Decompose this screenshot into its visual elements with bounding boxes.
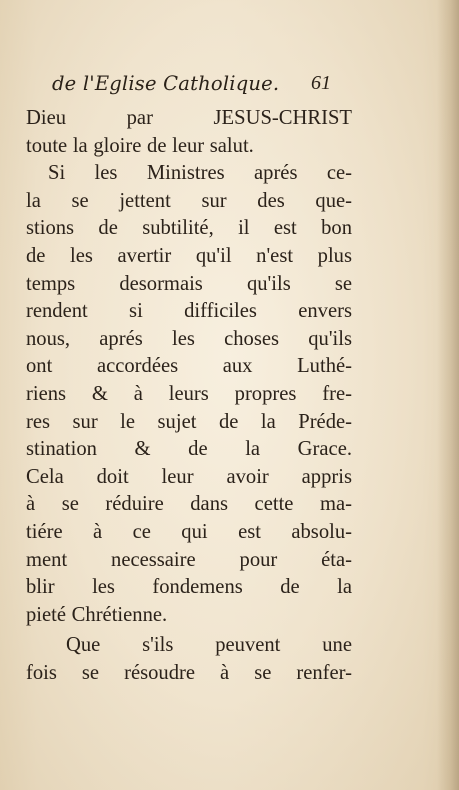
text-line: toute la gloire de leur salut. [26,134,254,157]
text-line: Cela doit leur avoir appris [26,465,352,488]
text-line: Dieu par JESUS-CHRIST [26,107,352,129]
text-line: stination & de la Grace. [26,438,352,461]
page-number: 61 [311,72,331,94]
text-line: stions de subtilité, il est bon [26,217,352,240]
paragraph-start-line: Que s'ils peuvent une [66,634,352,657]
text-line: ment necessaire pour éta- [26,548,352,571]
text-line: nous, aprés les choses qu'ils [26,327,352,350]
body-text [26,105,352,687]
text-line: rendent si difficiles envers [26,300,352,323]
text-line: de les avertir qu'il n'est plus [26,244,352,267]
text-line: ont accordées aux Luthé- [26,355,352,378]
text-line: à se réduire dans cette ma- [26,493,352,516]
text-line: la se jettent sur des que- [26,189,352,212]
page-edge-shadow [437,0,459,790]
running-title: de l'Eglise Catholique. [52,72,280,95]
text-line: tiére à ce qui est absolu- [26,520,352,543]
text-line: fois se résoudre à se renfer- [26,661,352,684]
text-line: res sur le sujet de la Préde- [26,410,352,433]
text-line: pieté Chrétienne. [26,603,168,626]
text-line: riens & à leurs propres fre- [26,382,352,405]
text-line: blir les fondemens de la [26,576,352,599]
text-line: temps desormais qu'ils se [26,272,352,295]
paragraph-start-line: Si les Ministres aprés ce- [48,162,352,185]
